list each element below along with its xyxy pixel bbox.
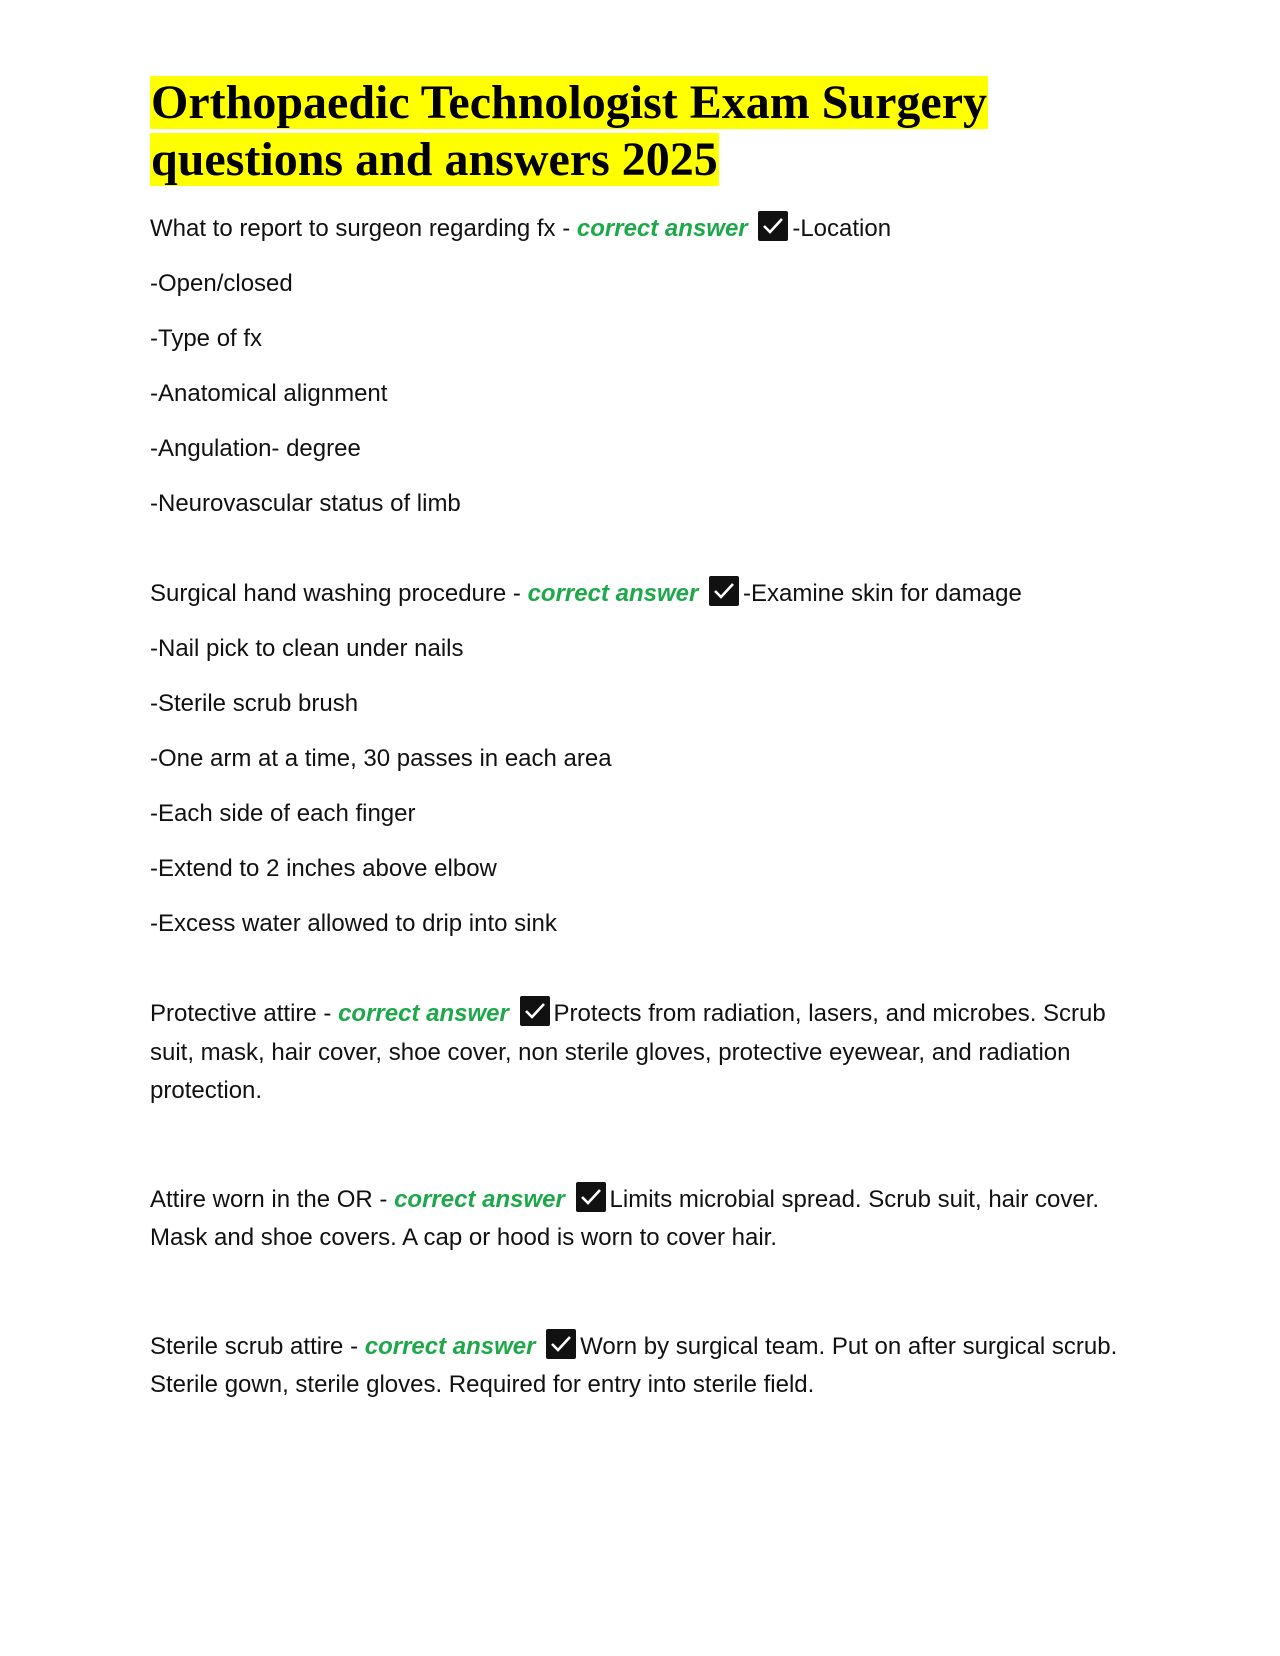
answer-text: -Location: [792, 215, 892, 242]
qa-paragraph: [150, 1181, 1140, 1258]
correct-answer-label: correct answer: [364, 1332, 536, 1360]
answer-text: Limits microbial spread. Scrub suit, hair cover. Mask and shoe covers. A cap or hood is worn to cover hair.: [150, 1185, 1100, 1251]
answer-line: -Extend to 2 inches above elbow: [150, 855, 497, 882]
answer-line: -Neurovascular status of limb: [150, 490, 461, 517]
checkmark-icon: [546, 1329, 576, 1359]
answer-line: -Nail pick to clean under nails: [150, 635, 464, 662]
question-text: What to report to surgeon regarding fx -: [150, 215, 577, 242]
correct-answer-label: correct answer: [527, 580, 699, 607]
title-line-2: questions and answers 2025: [151, 133, 718, 186]
answer-line: -Anatomical alignment: [150, 380, 388, 407]
answer-line: -Excess water allowed to drip into sink: [150, 910, 557, 937]
qa-paragraph: [150, 995, 1140, 1111]
question-line: [150, 210, 1140, 249]
question-text: Protective attire -: [150, 1000, 339, 1027]
correct-answer-label: correct answer: [576, 215, 748, 242]
question-text: Sterile scrub attire -: [150, 1332, 365, 1360]
answer-line: -Angulation- degree: [150, 435, 361, 462]
answer-text: -Examine skin for damage: [743, 580, 1022, 607]
checkmark-icon: [758, 211, 788, 241]
answer-text: Protects from radiation, lasers, and microbes. Scrub suit, mask, hair cover, shoe cover, non sterile gloves, protective eyewear, and radiation protection.: [150, 1000, 1106, 1104]
answer-line: -Type of fx: [150, 325, 263, 352]
title-line-1: Orthopaedic Technologist Exam Surgery: [151, 76, 988, 129]
qa-item: [150, 1328, 1140, 1405]
question-text: Attire worn in the OR -: [150, 1185, 395, 1213]
checkmark-icon: [576, 1182, 606, 1212]
answer-line: -One arm at a time, 30 passes in each area: [150, 745, 612, 772]
answer-line: -Sterile scrub brush: [150, 690, 359, 717]
checkmark-icon: [520, 996, 550, 1026]
document-page: [150, 74, 1140, 1405]
qa-paragraph: [150, 1328, 1140, 1405]
document-title: [150, 74, 1140, 188]
qa-item: [150, 575, 1140, 944]
qa-item: [150, 1181, 1140, 1258]
answer-line: -Open/closed: [150, 270, 293, 297]
qa-item: [150, 210, 1140, 524]
answer-line: -Each side of each finger: [150, 800, 416, 827]
qa-item: [150, 995, 1140, 1111]
question-line: [150, 575, 1140, 614]
correct-answer-label: correct answer: [338, 1000, 509, 1027]
question-text: Surgical hand washing procedure -: [150, 580, 528, 607]
correct-answer-label: correct answer: [394, 1185, 565, 1213]
answer-text: Worn by surgical team. Put on after surgical scrub. Sterile gown, sterile gloves. Required for entry into sterile field.: [150, 1332, 1118, 1398]
checkmark-icon: [709, 576, 739, 606]
